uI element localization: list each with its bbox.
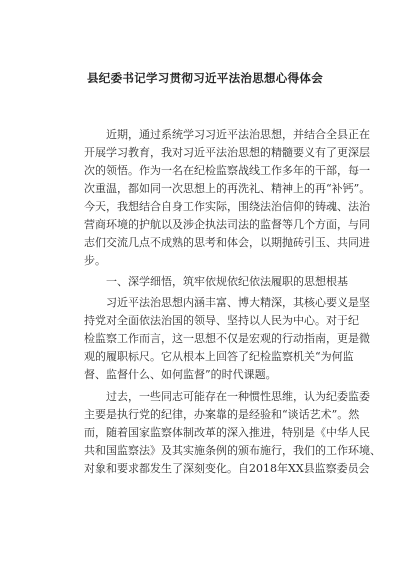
paragraph-3-line-1: 过去，一些同志可能存在一种惯性思维，认为纪委监委: [106, 390, 370, 403]
paragraph-3-line-3: 而，随着国家监察体制改革的深入推进，特别是《中华人民: [84, 426, 370, 439]
paragraph-1-line-3: 次的领悟。作为一名在纪检监察战线工作多年的干部，每一: [84, 164, 370, 177]
document-title: 县纪委书记学习贯彻习近平法治思想心得体会: [87, 71, 323, 85]
paragraph-1-line-7: 志们交流几点不成熟的思考和体会，以期抛砖引玉、共同进: [84, 236, 370, 249]
paragraph-1-line-1: 近期，通过系统学习习近平法治思想，并结合全县正在: [106, 128, 370, 141]
paragraph-2-line-1: 习近平法治思想内涵丰富、博大精深，其核心要义是坚: [106, 296, 370, 309]
paragraph-3-line-5: 对象和要求都发生了深刻变化。自2018年XX县监察委员会: [84, 462, 370, 475]
paragraph-3-line-2: 主要是执行党的纪律，办案靠的是经验和“谈话艺术”。然: [84, 408, 360, 421]
paragraph-1-line-6: 营商环境的护航以及涉企执法司法的监督等几个方面，与同: [84, 218, 370, 231]
paragraph-2-line-4: 观的履职标尺。它从根本上回答了纪检监察机关“为何监: [84, 350, 354, 363]
paragraph-2-line-5: 督、监督什么、如何监督”的时代课题。: [84, 368, 277, 381]
paragraph-1-line-4: 次重温，都如同一次思想上的再洗礼、精神上的再“补钙”。: [84, 182, 371, 195]
paragraph-2-line-2: 持党对全面依法治国的领导、坚持以人民为中心。对于纪: [84, 314, 359, 327]
paragraph-2-line-3: 检监察工作而言，这一思想不仅是宏观的行动指南，更是微: [84, 332, 370, 345]
paragraph-1-line-8: 步。: [84, 254, 106, 267]
section-heading-1: 一、深学细悟，筑牢依规依纪依法履职的思想根基: [106, 275, 348, 288]
paragraph-1-line-5: 今天，我想结合自身工作实际，围绕法治信仰的铸魂、法治: [84, 200, 370, 213]
paragraph-3-line-4: 共和国监察法》及其实施条例的颁布施行，我们的工作环境、: [84, 444, 381, 457]
paragraph-1-line-2: 开展学习教育，我对习近平法治思想的精髓要义有了更深层: [84, 146, 370, 159]
